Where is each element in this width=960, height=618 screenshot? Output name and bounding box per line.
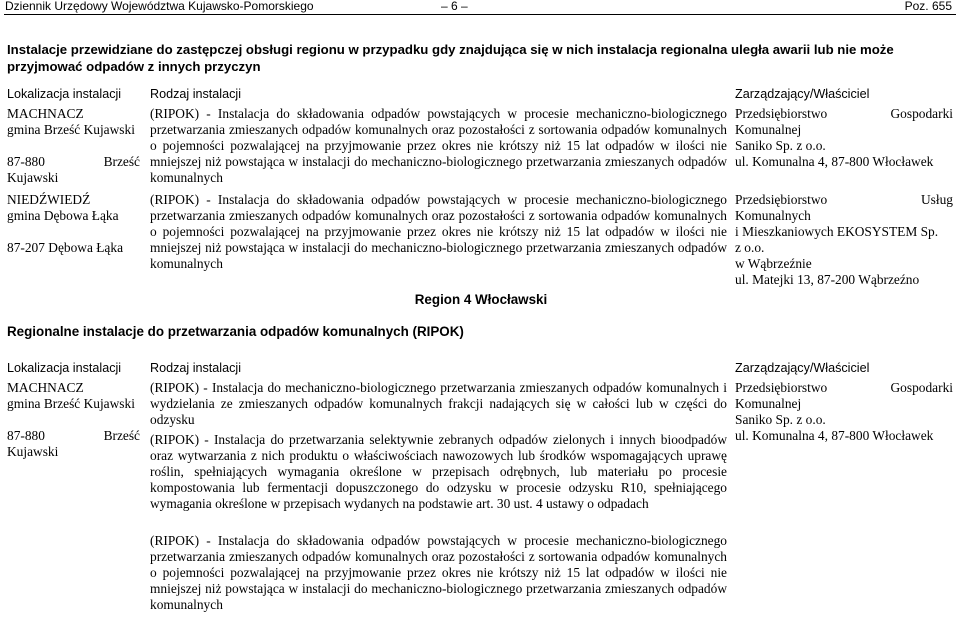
section2-title: Regionalne instalacje do przetwarzania odpadów komunalnych (RIPOK) [7,324,464,339]
section1-title: Instalacje przewidziane do zastępczej obsługi regionu w przypadku gdy znajdująca się w nich instalacja regionalna uległa awarii lub nie może przyjmować odpadów z innych przyczyn [7,42,894,74]
col-header-owner: Zarządzający/Właściciel [735,361,870,375]
location-spacer [7,224,140,240]
col-header-location: Lokalizacja instalacji [7,87,122,101]
location-town: Kujawski [7,444,59,459]
region-title: Region 4 Włocławski [414,292,548,307]
header-rule [4,14,956,15]
table-row [7,380,140,460]
location-postcode: 87-880 Brześć [7,154,140,169]
journal-title: Dziennik Urzędowy Województwa Kujawsko-Pomorskiego [5,0,314,13]
owner-line: Komunalnych [735,208,811,223]
owner-line: Saniko Sp. z o.o. [735,412,826,427]
owner-line: Komunalnej [735,396,802,411]
location-name: NIEDŹWIEDŹ [7,192,91,207]
owner-address: ul. Komunalna 4, 87-800 Włocławek [735,154,934,169]
location-gmina: gmina Brześć Kujawski [7,396,135,411]
location-gmina: gmina Brześć Kujawski [7,122,135,137]
running-header [5,0,952,14]
col-header-location: Lokalizacja instalacji [7,361,122,375]
location-name: MACHNACZ [7,106,84,121]
location-spacer [7,412,140,428]
col-header-type: Rodzaj instalacji [150,87,241,101]
owner-line: i Mieszkaniowych EKOSYSTEM Sp. [735,224,939,239]
location-postcode: 87-207 Dębowa Łąka [7,240,124,255]
page-number: – 6 – [441,0,468,13]
owner-line: Przedsiębiorstwo Gospodarki [735,106,953,121]
installation-type: (RIPOK) - Instalacja do przetwarzania selektywnie zebranych odpadów zielonych i innych bioodpadów oraz wytwarzania z nich produktu o właściwościach nawozowych lub środków wspomagających uprawę roślin, spełniających wymagania określone w przepisach odrębnych, lub materiału po procesie kompostowania lub fermentacji dopuszczonego do odzysku w procesie odzysku R10, spełniającego wymagania określone w przepisach wydanych na podstawie art. 30 ust. 4 ustawy o odpadach [150,432,727,511]
table-row [7,106,140,186]
owner-line: z o.o. [735,240,765,255]
owner-block [735,192,953,288]
owner-address: ul. Komunalna 4, 87-800 Włocławek [735,428,934,443]
table-row [7,192,140,256]
location-town: Kujawski [7,170,59,185]
owner-line: Przedsiębiorstwo Usług [735,192,953,207]
owner-block [735,380,953,444]
installation-type: (RIPOK) - Instalacja do składowania odpadów powstających w procesie mechaniczno-biologicznego przetwarzania zmieszanych odpadów komunalnych oraz pozostałości z sortowania odpadów komunalnych o pojemności pozwalającej na przyjmowanie przez okres nie krótszy niż 15 lat odpadów w ilości nie mniejszej niż powstająca w instalacji do mechaniczno-biologicznego przetwarzania zmieszanych odpadów komunalnych [150,106,727,185]
col-header-owner: Zarządzający/Właściciel [735,87,870,101]
location-gmina: gmina Dębowa Łąka [7,208,119,223]
installation-type: (RIPOK) - Instalacja do składowania odpadów powstających w procesie mechaniczno-biologicznego przetwarzania zmieszanych odpadów komunalnych oraz pozostałości z sortowania odpadów komunalnych o pojemności pozwalającej na przyjmowanie przez okres nie krótszy niż 15 lat odpadów w ilości nie mniejszej niż powstająca w instalacji do mechaniczno-biologicznego przetwarzania zmieszanych odpadów komunalnych [150,533,727,612]
location-spacer [7,138,140,154]
installation-type: (RIPOK) - Instalacja do mechaniczno-biologicznego przetwarzania zmieszanych odpadów komunalnych i wydzielania ze zmieszanych odpadów komunalnych frakcji nadających się w całości lub w części do odzysku [150,380,727,427]
owner-line: Saniko Sp. z o.o. [735,138,826,153]
location-postcode: 87-880 Brześć [7,428,140,443]
owner-line: Komunalnej [735,122,802,137]
col-header-type: Rodzaj instalacji [150,361,241,375]
owner-address: ul. Matejki 13, 87-200 Wąbrzeźno [735,272,920,287]
owner-line: w Wąbrzeźnie [735,256,812,271]
position-number: Poz. 655 [904,0,952,13]
owner-block [735,106,953,170]
location-name: MACHNACZ [7,380,84,395]
installation-type: (RIPOK) - Instalacja do składowania odpadów powstających w procesie mechaniczno-biologicznego przetwarzania zmieszanych odpadów komunalnych oraz pozostałości z sortowania odpadów komunalnych o pojemności pozwalającej na przyjmowanie przez okres nie krótszy niż 15 lat odpadów w ilości nie mniejszej niż powstająca w instalacji do mechaniczno-biologicznego przetwarzania zmieszanych odpadów komunalnych [150,192,727,271]
owner-line: Przedsiębiorstwo Gospodarki [735,380,953,395]
